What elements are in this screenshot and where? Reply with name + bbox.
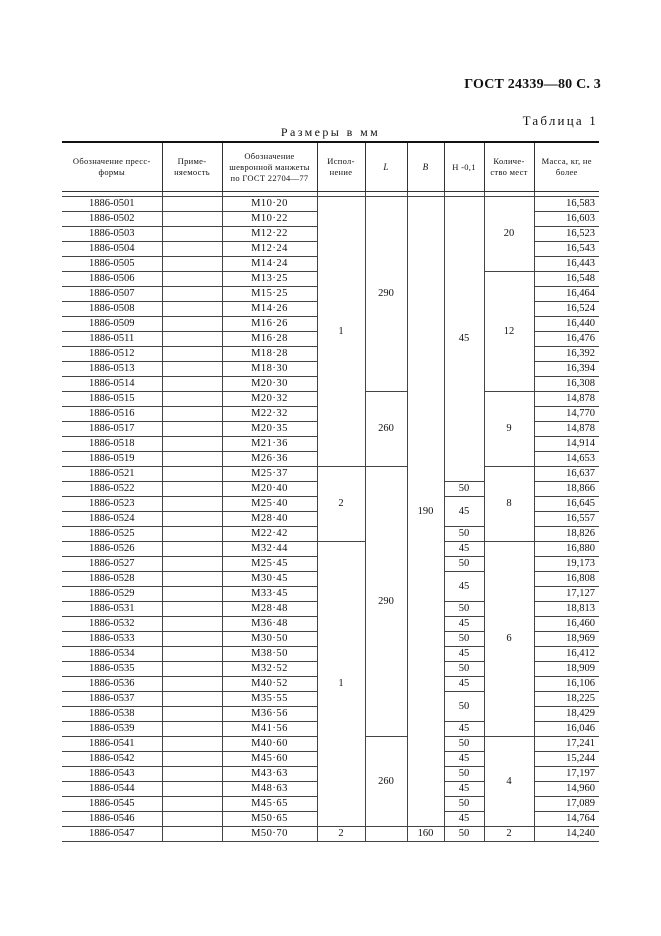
cell-mass: 14,878: [534, 392, 599, 407]
cell-mass: 18,225: [534, 692, 599, 707]
cell-cuff: М20·30: [222, 377, 317, 392]
cell-designation: 1886-0546: [62, 812, 162, 827]
cell-cuff: М40·52: [222, 677, 317, 692]
cell-h: 45: [444, 812, 484, 827]
cell-mass: 16,440: [534, 317, 599, 332]
cell-designation: 1886-0513: [62, 362, 162, 377]
cell-designation: 1886-0512: [62, 347, 162, 362]
cell-b: 190: [407, 197, 444, 827]
cell-h: 50: [444, 797, 484, 812]
cell-designation: 1886-0526: [62, 542, 162, 557]
cell-mass: 16,880: [534, 542, 599, 557]
cell-mass: 16,308: [534, 377, 599, 392]
cell-applicability: [162, 497, 222, 512]
cell-mass: 14,764: [534, 812, 599, 827]
cell-applicability: [162, 212, 222, 227]
cell-designation: 1886-0505: [62, 257, 162, 272]
cell-cuff: М25·37: [222, 467, 317, 482]
cell-designation: 1886-0539: [62, 722, 162, 737]
cell-applicability: [162, 467, 222, 482]
cell-places: 6: [484, 542, 534, 737]
cell-applicability: [162, 752, 222, 767]
cell-cuff: М35·55: [222, 692, 317, 707]
cell-applicability: [162, 707, 222, 722]
cell-h: 45: [444, 542, 484, 557]
cell-execution: 2: [317, 467, 365, 542]
cell-mass: 16,645: [534, 497, 599, 512]
col-header-mass: Масса, кг, не более: [534, 143, 599, 192]
cell-h: 45: [444, 677, 484, 692]
table-row: [62, 827, 599, 842]
cell-designation: 1886-0517: [62, 422, 162, 437]
cell-designation: 1886-0511: [62, 332, 162, 347]
cell-cuff: М10·20: [222, 197, 317, 212]
cell-cuff: М28·48: [222, 602, 317, 617]
cell-designation: 1886-0519: [62, 452, 162, 467]
cell-cuff: М25·40: [222, 497, 317, 512]
cell-designation: 1886-0537: [62, 692, 162, 707]
cell-applicability: [162, 647, 222, 662]
dimensions-table: [62, 143, 599, 842]
cell-mass: 16,808: [534, 572, 599, 587]
table-header-row: [62, 143, 599, 192]
cell-h: 50: [444, 767, 484, 782]
cell-mass: 16,464: [534, 287, 599, 302]
cell-applicability: [162, 812, 222, 827]
cell-applicability: [162, 512, 222, 527]
cell-l: 260: [365, 737, 407, 827]
cell-designation: 1886-0527: [62, 557, 162, 572]
cell-designation: 1886-0524: [62, 512, 162, 527]
cell-places: 20: [484, 197, 534, 272]
cell-l: 290: [365, 467, 407, 737]
cell-cuff: М41·56: [222, 722, 317, 737]
cell-l: [365, 827, 407, 842]
cell-designation: 1886-0506: [62, 272, 162, 287]
cell-cuff: М32·52: [222, 662, 317, 677]
cell-mass: 16,394: [534, 362, 599, 377]
cell-cuff: М40·60: [222, 737, 317, 752]
cell-cuff: М25·45: [222, 557, 317, 572]
cell-designation: 1886-0531: [62, 602, 162, 617]
cell-h: 45: [444, 722, 484, 737]
col-header-execution: Испол- нение: [317, 143, 365, 192]
cell-cuff: М36·56: [222, 707, 317, 722]
col-header-b: B: [407, 143, 444, 192]
cell-cuff: М16·28: [222, 332, 317, 347]
cell-applicability: [162, 632, 222, 647]
cell-applicability: [162, 452, 222, 467]
cell-cuff: М18·30: [222, 362, 317, 377]
cell-h: 45: [444, 572, 484, 602]
cell-designation: 1886-0525: [62, 527, 162, 542]
cell-mass: 16,548: [534, 272, 599, 287]
table-label: Таблица 1: [522, 113, 598, 128]
cell-h: 45: [444, 752, 484, 767]
cell-mass: 17,197: [534, 767, 599, 782]
cell-designation: 1886-0529: [62, 587, 162, 602]
cell-designation: 1886-0543: [62, 767, 162, 782]
cell-mass: 18,429: [534, 707, 599, 722]
cell-applicability: [162, 197, 222, 212]
cell-h: 50: [444, 692, 484, 722]
cell-applicability: [162, 677, 222, 692]
cell-cuff: М45·60: [222, 752, 317, 767]
cell-applicability: [162, 482, 222, 497]
cell-cuff: М10·22: [222, 212, 317, 227]
cell-cuff: М15·25: [222, 287, 317, 302]
col-header-cuff: Обозначение шевронной манжеты по ГОСТ 22704—77: [222, 143, 317, 192]
cell-cuff: М22·42: [222, 527, 317, 542]
cell-places: 2: [484, 827, 534, 842]
cell-designation: 1886-0538: [62, 707, 162, 722]
cell-applicability: [162, 767, 222, 782]
cell-applicability: [162, 662, 222, 677]
cell-cuff: М14·24: [222, 257, 317, 272]
cell-designation: 1886-0532: [62, 617, 162, 632]
cell-cuff: М20·32: [222, 392, 317, 407]
cell-applicability: [162, 377, 222, 392]
cell-applicability: [162, 347, 222, 362]
cell-designation: 1886-0507: [62, 287, 162, 302]
cell-cuff: М12·24: [222, 242, 317, 257]
cell-mass: 19,173: [534, 557, 599, 572]
cell-mass: 14,960: [534, 782, 599, 797]
cell-mass: 14,653: [534, 452, 599, 467]
cell-designation: 1886-0518: [62, 437, 162, 452]
cell-designation: 1886-0521: [62, 467, 162, 482]
cell-mass: 15,244: [534, 752, 599, 767]
cell-h: 50: [444, 482, 484, 497]
cell-applicability: [162, 542, 222, 557]
cell-cuff: М43·63: [222, 767, 317, 782]
cell-mass: 16,524: [534, 302, 599, 317]
col-header-l: L: [365, 143, 407, 192]
cell-mass: 16,476: [534, 332, 599, 347]
cell-h: 50: [444, 827, 484, 842]
cell-cuff: М50·70: [222, 827, 317, 842]
cell-mass: 18,969: [534, 632, 599, 647]
cell-h: 45: [444, 197, 484, 482]
cell-applicability: [162, 692, 222, 707]
cell-places: 9: [484, 392, 534, 467]
cell-mass: 14,770: [534, 407, 599, 422]
cell-h: 50: [444, 557, 484, 572]
cell-cuff: М26·36: [222, 452, 317, 467]
cell-cuff: М36·48: [222, 617, 317, 632]
cell-applicability: [162, 227, 222, 242]
cell-designation: 1886-0533: [62, 632, 162, 647]
cell-designation: 1886-0509: [62, 317, 162, 332]
cell-mass: 14,878: [534, 422, 599, 437]
cell-h: 50: [444, 662, 484, 677]
cell-designation: 1886-0536: [62, 677, 162, 692]
cell-applicability: [162, 422, 222, 437]
cell-cuff: М45·65: [222, 797, 317, 812]
cell-mass: 14,240: [534, 827, 599, 842]
cell-cuff: М13·25: [222, 272, 317, 287]
cell-designation: 1886-0501: [62, 197, 162, 212]
cell-applicability: [162, 797, 222, 812]
cell-h: 45: [444, 647, 484, 662]
cell-designation: 1886-0523: [62, 497, 162, 512]
cell-h: 50: [444, 527, 484, 542]
cell-designation: 1886-0514: [62, 377, 162, 392]
cell-designation: 1886-0502: [62, 212, 162, 227]
cell-mass: 17,089: [534, 797, 599, 812]
cell-applicability: [162, 617, 222, 632]
cell-mass: 16,460: [534, 617, 599, 632]
cell-cuff: М48·63: [222, 782, 317, 797]
cell-designation: 1886-0535: [62, 662, 162, 677]
cell-h: 50: [444, 602, 484, 617]
cell-mass: 18,909: [534, 662, 599, 677]
col-header-h: H -0,1: [444, 143, 484, 192]
cell-applicability: [162, 782, 222, 797]
cell-cuff: М38·50: [222, 647, 317, 662]
cell-applicability: [162, 317, 222, 332]
cell-h: 45: [444, 782, 484, 797]
table-body: [62, 197, 599, 842]
cell-mass: 18,813: [534, 602, 599, 617]
cell-cuff: М22·32: [222, 407, 317, 422]
cell-cuff: М33·45: [222, 587, 317, 602]
cell-designation: 1886-0542: [62, 752, 162, 767]
cell-applicability: [162, 437, 222, 452]
cell-applicability: [162, 302, 222, 317]
cell-applicability: [162, 602, 222, 617]
cell-cuff: М14·26: [222, 302, 317, 317]
cell-designation: 1886-0515: [62, 392, 162, 407]
cell-cuff: М18·28: [222, 347, 317, 362]
cell-designation: 1886-0544: [62, 782, 162, 797]
cell-mass: 16,412: [534, 647, 599, 662]
cell-execution: 1: [317, 197, 365, 467]
table-row: [62, 542, 599, 557]
cell-mass: 16,583: [534, 197, 599, 212]
cell-execution: 2: [317, 827, 365, 842]
cell-mass: 18,826: [534, 527, 599, 542]
cell-designation: 1886-0534: [62, 647, 162, 662]
cell-designation: 1886-0528: [62, 572, 162, 587]
cell-designation: 1886-0516: [62, 407, 162, 422]
cell-mass: 16,392: [534, 347, 599, 362]
table-caption: Размеры в мм: [280, 125, 381, 139]
cell-mass: 17,127: [534, 587, 599, 602]
cell-mass: 17,241: [534, 737, 599, 752]
cell-cuff: М12·22: [222, 227, 317, 242]
cell-applicability: [162, 257, 222, 272]
cell-applicability: [162, 287, 222, 302]
cell-mass: 16,523: [534, 227, 599, 242]
cell-applicability: [162, 407, 222, 422]
cell-applicability: [162, 332, 222, 347]
table-row: [62, 197, 599, 212]
cell-h: 45: [444, 617, 484, 632]
cell-applicability: [162, 572, 222, 587]
cell-applicability: [162, 272, 222, 287]
cell-l: 290: [365, 197, 407, 392]
cell-cuff: М21·36: [222, 437, 317, 452]
cell-mass: 16,443: [534, 257, 599, 272]
cell-cuff: М32·44: [222, 542, 317, 557]
cell-cuff: М30·50: [222, 632, 317, 647]
cell-applicability: [162, 362, 222, 377]
cell-cuff: М30·45: [222, 572, 317, 587]
cell-applicability: [162, 392, 222, 407]
cell-execution: 1: [317, 542, 365, 827]
cell-l: 260: [365, 392, 407, 467]
cell-b: 160: [407, 827, 444, 842]
cell-mass: 16,557: [534, 512, 599, 527]
table-row: [62, 467, 599, 482]
cell-places: 8: [484, 467, 534, 542]
cell-applicability: [162, 587, 222, 602]
cell-places: 4: [484, 737, 534, 827]
cell-applicability: [162, 242, 222, 257]
cell-cuff: М28·40: [222, 512, 317, 527]
cell-applicability: [162, 527, 222, 542]
cell-applicability: [162, 737, 222, 752]
cell-applicability: [162, 722, 222, 737]
cell-mass: 16,106: [534, 677, 599, 692]
cell-designation: 1886-0522: [62, 482, 162, 497]
cell-designation: 1886-0504: [62, 242, 162, 257]
cell-h: 45: [444, 497, 484, 527]
page-header: ГОСТ 24339—80 С. 3: [464, 77, 601, 92]
cell-designation: 1886-0547: [62, 827, 162, 842]
cell-designation: 1886-0541: [62, 737, 162, 752]
cell-designation: 1886-0503: [62, 227, 162, 242]
cell-applicability: [162, 827, 222, 842]
cell-h: 50: [444, 737, 484, 752]
cell-cuff: М16·26: [222, 317, 317, 332]
cell-cuff: М50·65: [222, 812, 317, 827]
col-header-applicability: Приме- няемость: [162, 143, 222, 192]
cell-designation: 1886-0545: [62, 797, 162, 812]
cell-applicability: [162, 557, 222, 572]
col-header-designation: Обозначение пресс-формы: [62, 143, 162, 192]
cell-places: 12: [484, 272, 534, 392]
cell-mass: 16,603: [534, 212, 599, 227]
col-header-places: Количе- ство мест: [484, 143, 534, 192]
cell-cuff: М20·40: [222, 482, 317, 497]
cell-mass: 16,046: [534, 722, 599, 737]
cell-h: 50: [444, 632, 484, 647]
cell-mass: 16,543: [534, 242, 599, 257]
cell-mass: 14,914: [534, 437, 599, 452]
cell-cuff: М20·35: [222, 422, 317, 437]
cell-mass: 18,866: [534, 482, 599, 497]
cell-designation: 1886-0508: [62, 302, 162, 317]
cell-mass: 16,637: [534, 467, 599, 482]
